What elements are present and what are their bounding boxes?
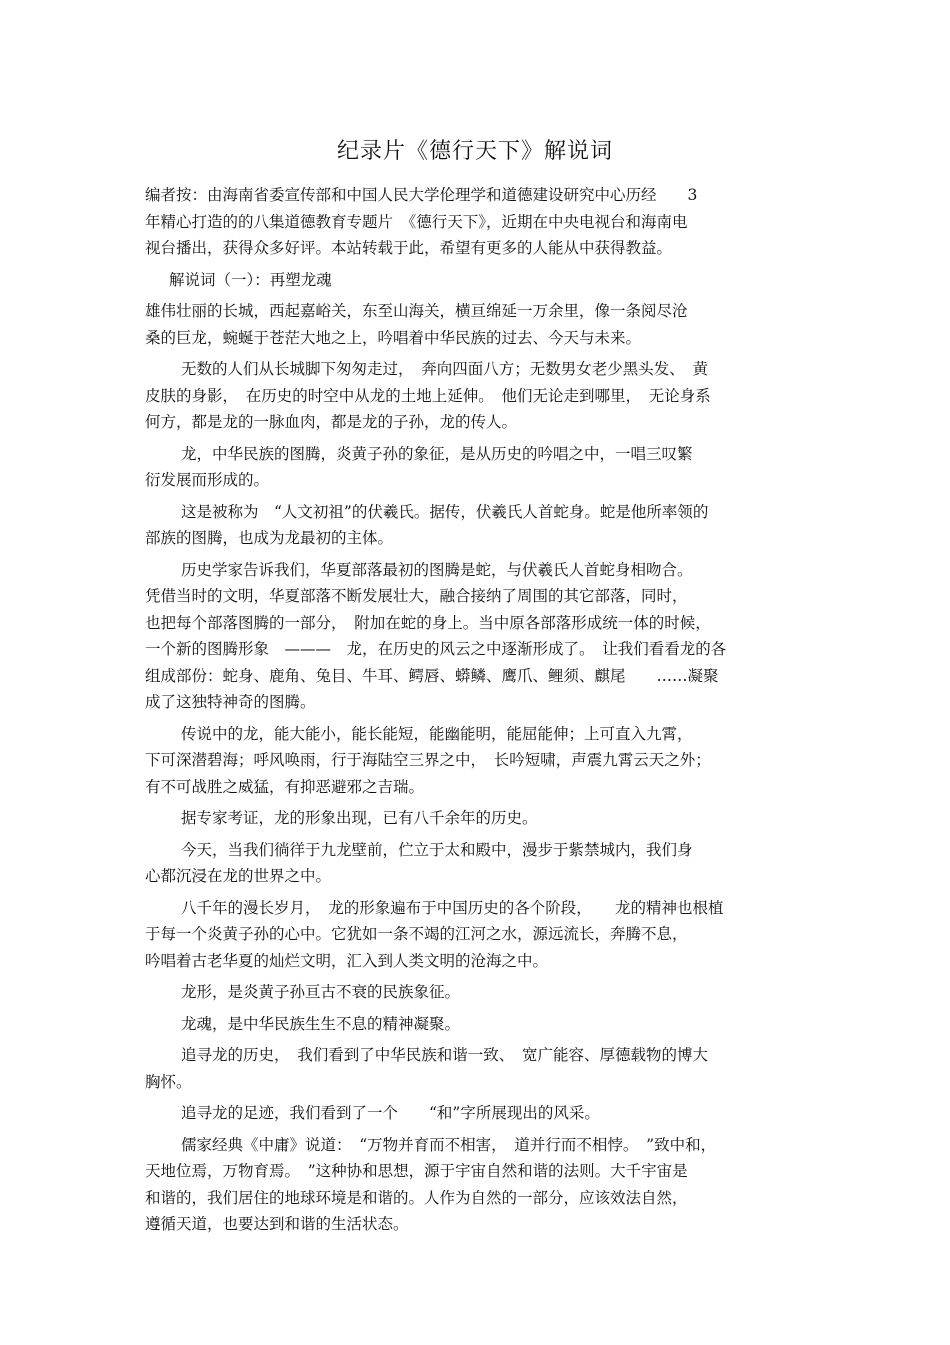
paragraph [145, 837, 810, 890]
paragraph-line: 遵循天道，也要达到和谐的生活状态。 [145, 1215, 409, 1233]
paragraph [145, 895, 810, 975]
paragraph-line: 于每一个炎黄子孙的心中。它犹如一条不竭的江河之水，源远流长，奔腾不息， [145, 925, 688, 943]
paragraph-line: 有不可战胜之威猛，有抑恶避邪之吉瑞。 [145, 777, 425, 796]
paragraph [145, 1011, 810, 1038]
paragraph [145, 1100, 810, 1127]
paragraph-line: 也把每个部落图腾的一部分， 附加在蛇的身上。当中原各部落形成统一体的时候， [145, 613, 711, 632]
paragraph-line: 一个新的图腾形象 ——— 龙，在历史的风云之中逐渐形成了。 让我们看看龙的各 [145, 640, 727, 658]
paragraph [145, 557, 810, 716]
paragraph-line: 视台播出，获得众多好评。本站转载于此，希望有更多的人能从中获得教益。 [145, 239, 673, 257]
paragraph-line: 雄伟壮丽的长城，西起嘉峪关，东至山海关，横亘绵延一万余里，像一条阅尽沧 [145, 302, 688, 320]
paragraph-line: 和谐的，我们居住的地球环境是和谐的。人作为自然的一部分，应该效法自然， [145, 1188, 688, 1207]
paragraph-line: 龙，中华民族的图腾，炎黄子孙的象征，是从历史的吟唱之中，一唱三叹繁 [181, 444, 693, 463]
paragraph [145, 805, 810, 832]
paragraph [145, 499, 810, 552]
paragraph-line: 追寻龙的历史， 我们看到了中华民族和谐一致、 宽广能容、厚德载物的博大 [181, 1046, 709, 1064]
document-body [145, 182, 810, 1243]
paragraph-line: 下可深潜碧海；呼风唤雨，行于海陆空三界之中， 长吟短啸，声震九霄云天之外； [145, 751, 711, 769]
paragraph-line: 历史学家告诉我们，华夏部落最初的图腾是蛇，与伏羲氏人首蛇身相吻合。 [181, 560, 693, 579]
paragraph-line: 凭借当时的文明，华夏部落不断发展壮大，融合接纳了周围的其它部落，同时， [145, 587, 688, 605]
paragraph-line: 心都沉浸在龙的世界之中。 [145, 867, 332, 885]
paragraph [145, 298, 810, 351]
paragraph-line: 这是被称为 “人文初祖”的伏羲氏。据传，伏羲氏人首蛇身。蛇是他所率领的 [181, 502, 709, 521]
paragraph [145, 1132, 810, 1238]
paragraph [145, 1042, 810, 1095]
paragraph [145, 182, 810, 262]
paragraph-line: 八千年的漫长岁月， 龙的形象遍布于中国历史的各个阶段， 龙的精神也根植 [181, 898, 724, 917]
paragraph-line: 成了这独特神奇的图腾。 [145, 693, 316, 711]
paragraph-line: 衍发展而形成的。 [145, 471, 270, 489]
paragraph [145, 721, 810, 801]
paragraph-line: 传说中的龙，能大能小，能长能短，能幽能明，能屈能伸；上可直入九霄， [181, 724, 693, 743]
paragraph-line: 编者按：由海南省委宣传部和中国人民大学伦理学和道德建设研究中心历经 3 [145, 186, 698, 204]
paragraph-line: 儒家经典《中庸》说道： “万物并育而不相害， 道并行而不相悖。 ”致中和， [181, 1135, 717, 1154]
paragraph-line: 年精心打造的的八集道德教育专题片 《德行天下》，近期在中央电视台和海南电 [145, 212, 688, 231]
paragraph-line: 据专家考证，龙的形象出现，已有八千余年的历史。 [181, 809, 538, 827]
paragraph-line: 部族的图腾，也成为龙最初的主体。 [145, 529, 394, 547]
paragraph-line: 胸怀。 [145, 1072, 192, 1091]
paragraph-line: 何方，都是龙的一脉血肉，都是龙的子孙，龙的传人。 [145, 413, 518, 431]
paragraph-line: 桑的巨龙，蜿蜒于苍茫大地之上，吟唱着中华民族的过去、今天与未来。 [145, 328, 642, 347]
paragraph [145, 267, 810, 294]
paragraph-line: 追寻龙的足迹，我们看到了一个 “和”字所展现出的风采。 [181, 1104, 600, 1122]
paragraph-line: 无数的人们从长城脚下匆匆走过， 奔向四面八方；无数男女老少黑头发、 黄 [181, 360, 709, 378]
paragraph-line: 天地位焉，万物育焉。 ”这种协和思想，源于宇宙自然和谐的法则。大千宇宙是 [145, 1162, 688, 1180]
paragraph [145, 979, 810, 1006]
paragraph-line: 解说词（一）：再塑龙魂 [169, 270, 332, 289]
paragraph [145, 441, 810, 494]
document-title: 纪录片《德行天下》解说词 [336, 139, 613, 164]
paragraph [145, 356, 810, 436]
paragraph-line: 吟唱着古老华夏的灿烂文明，汇入到人类文明的沧海之中。 [145, 951, 549, 970]
paragraph-line: 龙魂，是中华民族生生不息的精神凝聚。 [181, 1014, 461, 1033]
paragraph-line: 组成部份：蛇身、鹿角、兔目、牛耳、鳄唇、蟒鳞、鹰爪、鲤须、麒尾 ……凝聚 [145, 666, 719, 685]
paragraph-line: 龙形，是炎黄子孙亘古不衰的民族象征。 [181, 983, 461, 1001]
paragraph-line: 今天，当我们徜徉于九龙壁前，伫立于太和殿中，漫步于紫禁城内，我们身 [181, 840, 693, 859]
paragraph-line: 皮肤的身影， 在历史的时空中从龙的土地上延伸。 他们无论走到哪里， 无论身系 [145, 386, 711, 405]
